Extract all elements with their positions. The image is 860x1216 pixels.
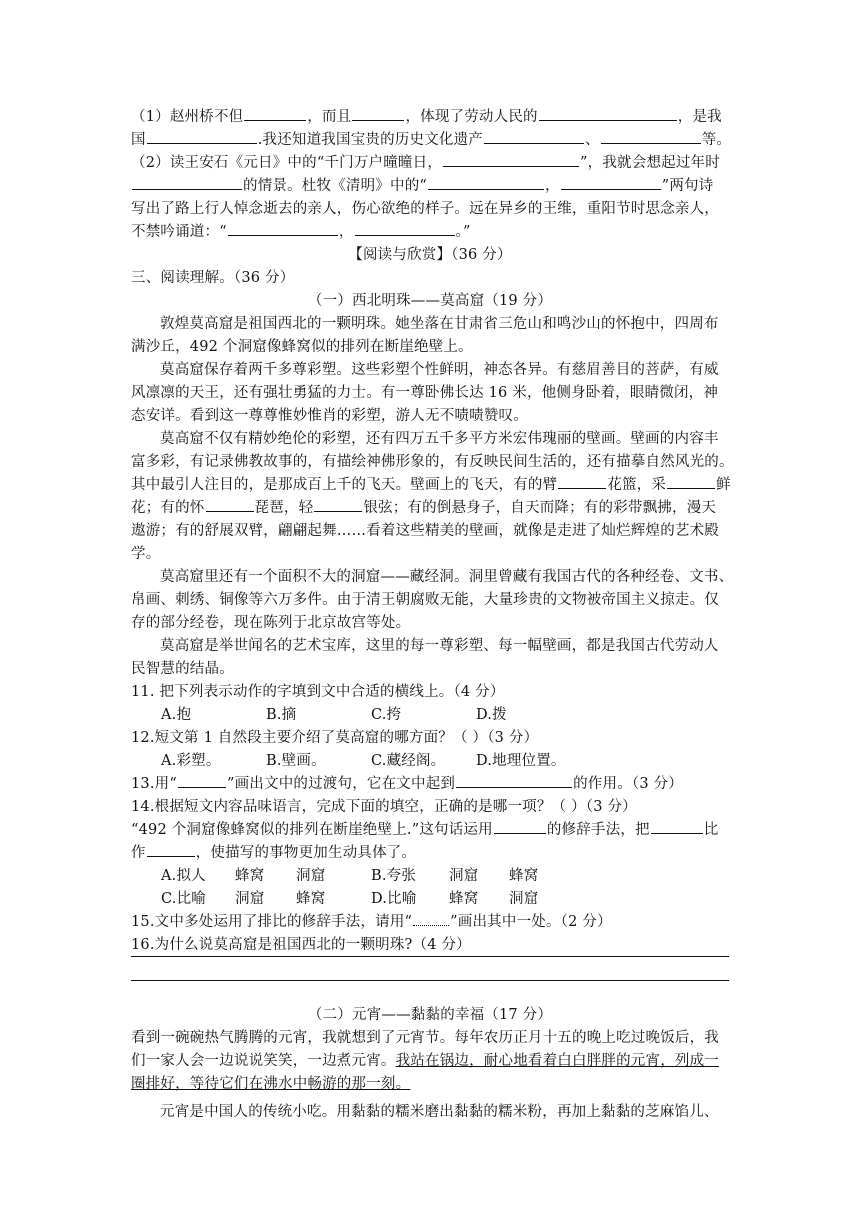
text: 的作用。（3 分） — [573, 776, 683, 792]
passage-1-line — [131, 474, 731, 496]
underlined-sentence: 我站在锅边，耐心地看着白白胖胖的元宵，列成一 — [395, 1053, 720, 1069]
answer-blank — [147, 129, 257, 144]
passage-1-line: 莫高窟里还有一个面积不大的洞窟——藏经洞。洞里曾藏有我国古代的各种经卷、文书、 — [160, 569, 734, 585]
passage-1-line: 态安详。看到这一尊尊惟妙惟肖的彩塑，游人无不啧啧赞叹。 — [131, 408, 528, 424]
text: 其中最引人注目的，是那成百上千的飞天。壁画上的飞天，有的臂 — [131, 477, 558, 493]
text: “492 个洞窟像蜂窝似的排列在断崖绝壁上.”这句话运用 — [131, 822, 493, 838]
answer-blank — [178, 773, 226, 788]
passage-1-line: 敦煌莫高窟是祖国西北的一颗明珠。她坐落在甘肃省三危山和鸣沙山的怀抱中，四周布 — [160, 316, 719, 332]
text: ”，我就会想起过年时 — [580, 155, 720, 171]
passage-1-line: 遨游；有的舒展双臂，翩翩起舞……看着这些精美的壁画，就像是走进了灿烂辉煌的艺术殿 — [131, 523, 719, 539]
answer-blank — [314, 497, 362, 512]
text: 鲜 — [716, 477, 731, 493]
part-3-heading: 三、阅读理解。（36 分） — [131, 270, 295, 286]
text: （2）读王安石《元日》中的“千门万户曈曈日， — [131, 155, 443, 171]
text: 的修辞手法，把 — [546, 822, 650, 838]
passage-1-line: 民智慧的结晶。 — [131, 661, 234, 677]
text: 琵琶，轻 — [254, 500, 314, 516]
passage-1-line: 富多彩，有记录佛教故事的，有描绘神佛形象的，有反映民间生活的，还有描摹自然风光的。 — [131, 454, 734, 470]
fill-line-6 — [131, 221, 731, 243]
text: ，使描写的事物更加生动具体了。 — [195, 845, 417, 861]
answer-blank — [667, 474, 715, 489]
passage-1-line: 莫高窟是举世闻名的艺术宝库，这里的每一尊彩塑、每一幅壁画，都是我国古代劳动人 — [160, 638, 719, 654]
text: 。” — [455, 224, 471, 240]
answer-blank — [147, 842, 195, 857]
question-12: 12.短文第 1 自然段主要介绍了莫高窟的哪方面？（ ）（3 分） — [131, 730, 539, 746]
option: C.挎 — [371, 707, 402, 723]
option: 蜂窝 — [509, 868, 539, 884]
option: 洞窟 — [296, 868, 326, 884]
option: B.壁画。 — [266, 753, 326, 769]
answer-blank — [558, 474, 606, 489]
option: C.藏经阁。 — [371, 753, 446, 769]
answer-blank — [561, 175, 661, 190]
option: D.拨 — [476, 707, 507, 723]
text: ， — [338, 224, 354, 240]
passage-2-line: 看到一碗碗热气腾腾的元宵，我就想到了元宵节。每年农历正月十五的晚上吃过晚饭后，我 — [131, 1030, 719, 1046]
text: 、 — [585, 132, 600, 148]
answer-blank — [244, 106, 306, 121]
text: ，体现了劳动人民的 — [405, 109, 538, 125]
answer-line — [131, 980, 729, 981]
text: ，是我 — [677, 109, 722, 125]
fill-line-1 — [131, 106, 731, 128]
text: 的情景。杜牧《清明》中的“ — [243, 178, 428, 194]
answer-blank — [443, 152, 579, 167]
text: 13.用“ — [131, 776, 177, 792]
option: D.地理位置。 — [476, 753, 566, 769]
passage-2-line: 圈排好，等待它们在沸水中畅游的那一刻。 — [131, 1076, 411, 1092]
text: 花篮，采 — [607, 477, 667, 493]
text: 花；有的怀 — [131, 500, 205, 516]
passage-2-title: （二）元宵——黏黏的幸福（17 分） — [307, 1007, 553, 1023]
question-14-line-2 — [131, 819, 731, 841]
passage-2-line: 元宵是中国人的传统小吃。用黏黏的糯米磨出黏黏的糯米粉，再加上黏黏的芝麻馅儿、 — [160, 1104, 719, 1120]
text: 等。 — [701, 132, 732, 148]
passage-1-line: 帛画、刺绣、铜像等六万多件。由于清王朝腐败无能，大量珍贵的文物被帝国主义掠走。仅 — [131, 592, 719, 608]
fill-line-5: 写出了路上行人悼念逝去的亲人，伤心欲绝的样子。远在异乡的王维，重阳节时思念亲人， — [131, 201, 719, 217]
answer-blank — [484, 129, 584, 144]
passage-2-line — [131, 1050, 731, 1072]
text: 国 — [131, 132, 146, 148]
option: 洞窟 — [235, 891, 265, 907]
option: 洞窟 — [509, 891, 539, 907]
answer-blank — [352, 106, 404, 121]
answer-blank — [601, 129, 701, 144]
passage-1-line: 存的部分经卷，现在陈列于北京故宫等处。 — [131, 615, 411, 631]
option: A.彩塑。 — [161, 753, 221, 769]
question-14-line-3 — [131, 842, 731, 864]
passage-1-line: 学。 — [131, 546, 161, 562]
option: 蜂窝 — [235, 868, 265, 884]
option: B.摘 — [266, 707, 297, 723]
question-15 — [131, 911, 731, 933]
section-heading: 【阅读与欣赏】（36 分） — [348, 247, 512, 263]
answer-blank — [456, 773, 572, 788]
text: .我还知道我国宝贵的历史文化遗产 — [257, 132, 484, 148]
text: （1）赵州桥不但 — [131, 109, 244, 125]
answer-blank — [651, 819, 703, 834]
answer-blank — [228, 221, 338, 236]
option: A.拟人 — [161, 868, 206, 884]
option: 蜂窝 — [296, 891, 326, 907]
option: D.比喻 — [371, 891, 417, 907]
text: ，而且 — [307, 109, 352, 125]
answer-blank — [539, 106, 677, 121]
question-16: 16.为什么说莫高窟是祖国西北的一颗明珠?（4 分） — [131, 937, 471, 953]
passage-1-line: 莫高窟保存着两千多尊彩塑。这些彩塑个性鲜明，神态各异。有慈眉善目的菩萨，有威 — [160, 362, 719, 378]
answer-blank — [494, 819, 546, 834]
answer-blank — [428, 175, 544, 190]
answer-line — [131, 956, 729, 957]
passage-1-line — [131, 497, 731, 519]
passage-1-line: 风凛凛的天王，还有强壮勇猛的力士。有一尊卧佛长达 16 米，他侧身卧着，眼睛微闭，神 — [131, 385, 719, 401]
text: ”画出文中的过渡句，它在文中起到 — [226, 776, 456, 792]
option: B.夸张 — [371, 868, 417, 884]
fill-line-2 — [131, 129, 731, 151]
answer-blank — [206, 497, 254, 512]
option: A.抱 — [161, 707, 192, 723]
answer-blank — [413, 911, 449, 926]
text: 不禁吟诵道：“ — [131, 224, 227, 240]
text: 15.文中多处运用了排比的修辞手法，请用“ — [131, 914, 413, 930]
text: 作 — [131, 845, 146, 861]
question-14: 14.根据短文内容品味语言，完成下面的填空，正确的是哪一项？（ ）（3 分） — [131, 799, 637, 815]
option: C.比喻 — [161, 891, 206, 907]
passage-1-line: 满沙丘，492 个洞窟像蜂窝似的排列在断崖绝壁上。 — [131, 339, 473, 355]
text: 们一家人会一边说说笑笑，一边煮元宵。 — [131, 1053, 396, 1069]
option: 洞窟 — [449, 868, 479, 884]
text: 银弦；有的倒悬身子，自天而降；有的彩带飘拂，漫天 — [363, 500, 717, 516]
fill-line-3 — [131, 152, 731, 174]
passage-1-line: 莫高窟不仅有精妙绝伦的彩塑，还有四万五千多平方米宏伟瑰丽的壁画。壁画的内容丰 — [160, 431, 719, 447]
text: ”画出其中一处。（2 分） — [450, 914, 612, 930]
text: ， — [545, 178, 560, 194]
passage-1-title: （一）西北明珠——莫高窟（19 分） — [307, 293, 553, 309]
option: 蜂窝 — [449, 891, 479, 907]
text: ”两句诗 — [661, 178, 714, 194]
fill-line-4 — [131, 175, 731, 197]
answer-blank — [132, 175, 242, 190]
question-13 — [131, 773, 731, 795]
answer-blank — [355, 221, 455, 236]
text: 比 — [703, 822, 719, 838]
question-11: 11. 把下列表示动作的字填到文中合适的横线上。（4 分） — [131, 684, 505, 700]
